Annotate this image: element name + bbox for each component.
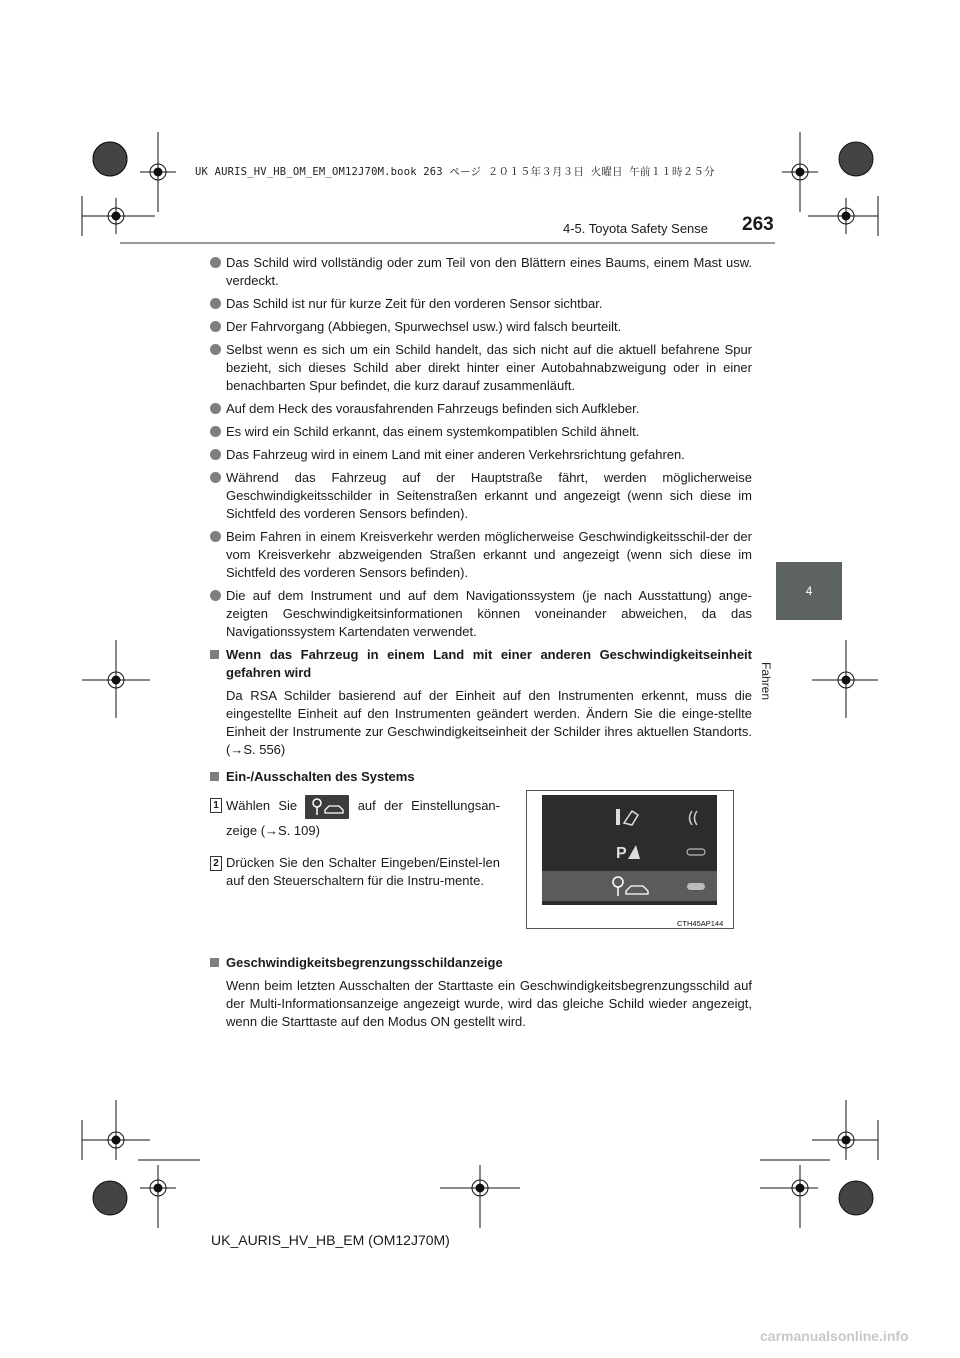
bullet-dot-icon (210, 298, 221, 309)
crosshair-bottom-left-2 (140, 1165, 176, 1228)
footer-doc-code: UK_AURIS_HV_HB_EM (OM12J70M) (211, 1232, 450, 1248)
display-row-rsa-selected[interactable] (542, 871, 717, 901)
bullet-dot-icon (210, 257, 221, 268)
chapter-tab[interactable] (776, 562, 842, 620)
step-number-1: 1 (210, 798, 222, 813)
square-bullet-icon (210, 958, 219, 967)
list-item: Das Schild wird vollständig oder zum Teil von den Blättern eines Baums, einem Mast usw. verdeckt. (210, 254, 752, 290)
bullet-dot-icon (210, 449, 221, 460)
registration-star-bottom-right (839, 1181, 873, 1215)
multi-info-display (542, 795, 717, 905)
bullet-dot-icon (210, 426, 221, 437)
registration-star-top-right (839, 142, 873, 176)
crosshair-bottom-right-2 (760, 1165, 818, 1228)
crosshair-top-left-1 (140, 132, 176, 212)
section-text-unit: Da RSA Schilder basierend auf der Einheit auf den Instrumenten erkennt, muss die eingestellte Einheit auf den Instrumenten geändert werden. Ändern Sie die einge-stellte Einheit der Instrumente zur Geschwindigkeitseinheit der Schilder ihres aktuellen Standorts. (→S. 556) (226, 688, 752, 757)
bullet-dot-icon (210, 344, 221, 355)
step-2: Drücken Sie den Schalter Eingeben/Einstel-len auf den Steuerschaltern für die Instru-mente. (226, 855, 500, 888)
chapter-number: 4 (805, 584, 813, 598)
crosshair-right-mid (812, 640, 878, 718)
steps-block (210, 790, 752, 940)
registration-star-bottom-left (93, 1181, 127, 1215)
bullet-dot-icon (210, 590, 221, 601)
list-item: Es wird ein Schild erkannt, das einem systemkompatiblen Schild ähnelt. (210, 423, 752, 441)
crosshair-top-right-2 (808, 198, 878, 234)
list-item: Beim Fahren in einem Kreisverkehr werden möglicherweise Geschwindigkeitsschil-der der vom Kreisverkehr abzweigenden Straßen erkannt und angezeigt (wenn sich diese im Sichtfeld des vorderen Sensors befinden). (210, 528, 752, 582)
header-section-title: 4-5. Toyota Safety Sense (563, 221, 709, 236)
section-text-sign: Wenn beim letzten Ausschalten der Starttaste ein Geschwindigkeitsbegrenzungsschild auf der Multi-Informationsanzeige angezeigt wurde, wird das gleiche Schild wieder angezeigt, wenn die Starttaste auf den Modus ON gestellt wird. (226, 978, 752, 1029)
list-item: Auf dem Heck des vorausfahrenden Fahrzeugs befinden sich Aufkleber. (210, 400, 752, 418)
section-heading-sign: Geschwindigkeitsbegrenzungsschildanzeige (210, 954, 752, 972)
bullet-dot-icon (210, 531, 221, 542)
step-1: Wählen Sie auf der Einstellungsan-zeige (→S. 109) (226, 794, 500, 843)
print-info-line: UK AURIS_HV_HB_OM_EM_OM12J70M.book 263 ページ ２０１５年３月３日 火曜日 午前１１時２５分 (195, 166, 715, 178)
page-number: 263 (742, 214, 774, 235)
header-divider (120, 242, 775, 244)
list-item: Selbst wenn es sich um ein Schild handelt, das sich nicht auf die aktuell befahrene Spur bezieht, sich dieses Schild aber direkt hinter einer Autobahnabzweigung oder in einer benachbarten Spur befindet, die kurz darauf zusammenläuft. (210, 341, 752, 395)
list-item: Während das Fahrzeug auf der Hauptstraße fährt, werden möglicherweise Geschwindigkeitsschilder in Seitenstraßen erkannt und angezeigt (wenn sich diese im Sichtfeld des vorderen Sensors befinden). (210, 469, 752, 523)
square-bullet-icon (210, 772, 219, 781)
crosshair-bottom-center (440, 1165, 520, 1228)
page-content (210, 254, 752, 1031)
display-row-pcs (542, 837, 717, 867)
rsa-sign-icon (305, 795, 349, 819)
crosshair-top-right-1 (782, 132, 818, 212)
settings-display-photo (526, 790, 734, 929)
figure-code: CTH45AP144 (677, 919, 724, 928)
list-item: Der Fahrvorgang (Abbiegen, Spurwechsel usw.) wird falsch beurteilt. (210, 318, 752, 336)
list-item: Das Schild ist nur für kurze Zeit für den vorderen Sensor sichtbar. (210, 295, 752, 313)
display-row-lane (542, 803, 717, 833)
crosshair-bottom-right-1 (812, 1100, 878, 1160)
section-heading-unit: Wenn das Fahrzeug in einem Land mit einer anderen Geschwindigkeitseinheit gefahren wird (210, 646, 752, 682)
bullet-dot-icon (210, 403, 221, 414)
square-bullet-icon (210, 650, 219, 659)
step-number-2: 2 (210, 856, 222, 871)
crosshair-left-mid (82, 640, 150, 718)
svg-text:P: P (616, 845, 627, 862)
chapter-label: Fahren (759, 662, 773, 701)
registration-star-top-left (93, 142, 127, 176)
bullet-dot-icon (210, 472, 221, 483)
watermark: carmanualsonline.info (760, 1328, 909, 1344)
crosshair-bottom-left-1 (82, 1100, 150, 1160)
section-heading-onoff: Ein-/Ausschalten des Systems (210, 768, 752, 786)
list-item: Das Fahrzeug wird in einem Land mit einer anderen Verkehrsrichtung gefahren. (210, 446, 752, 464)
list-item: Die auf dem Instrument und auf dem Navigationssystem (je nach Ausstattung) ange-zeigten Geschwindigkeitsinformationen können voneinander abweichen, da das Navigationssystem Kartendaten verwendet. (210, 587, 752, 641)
crosshair-top-left-2 (82, 198, 155, 234)
bullet-dot-icon (210, 321, 221, 332)
